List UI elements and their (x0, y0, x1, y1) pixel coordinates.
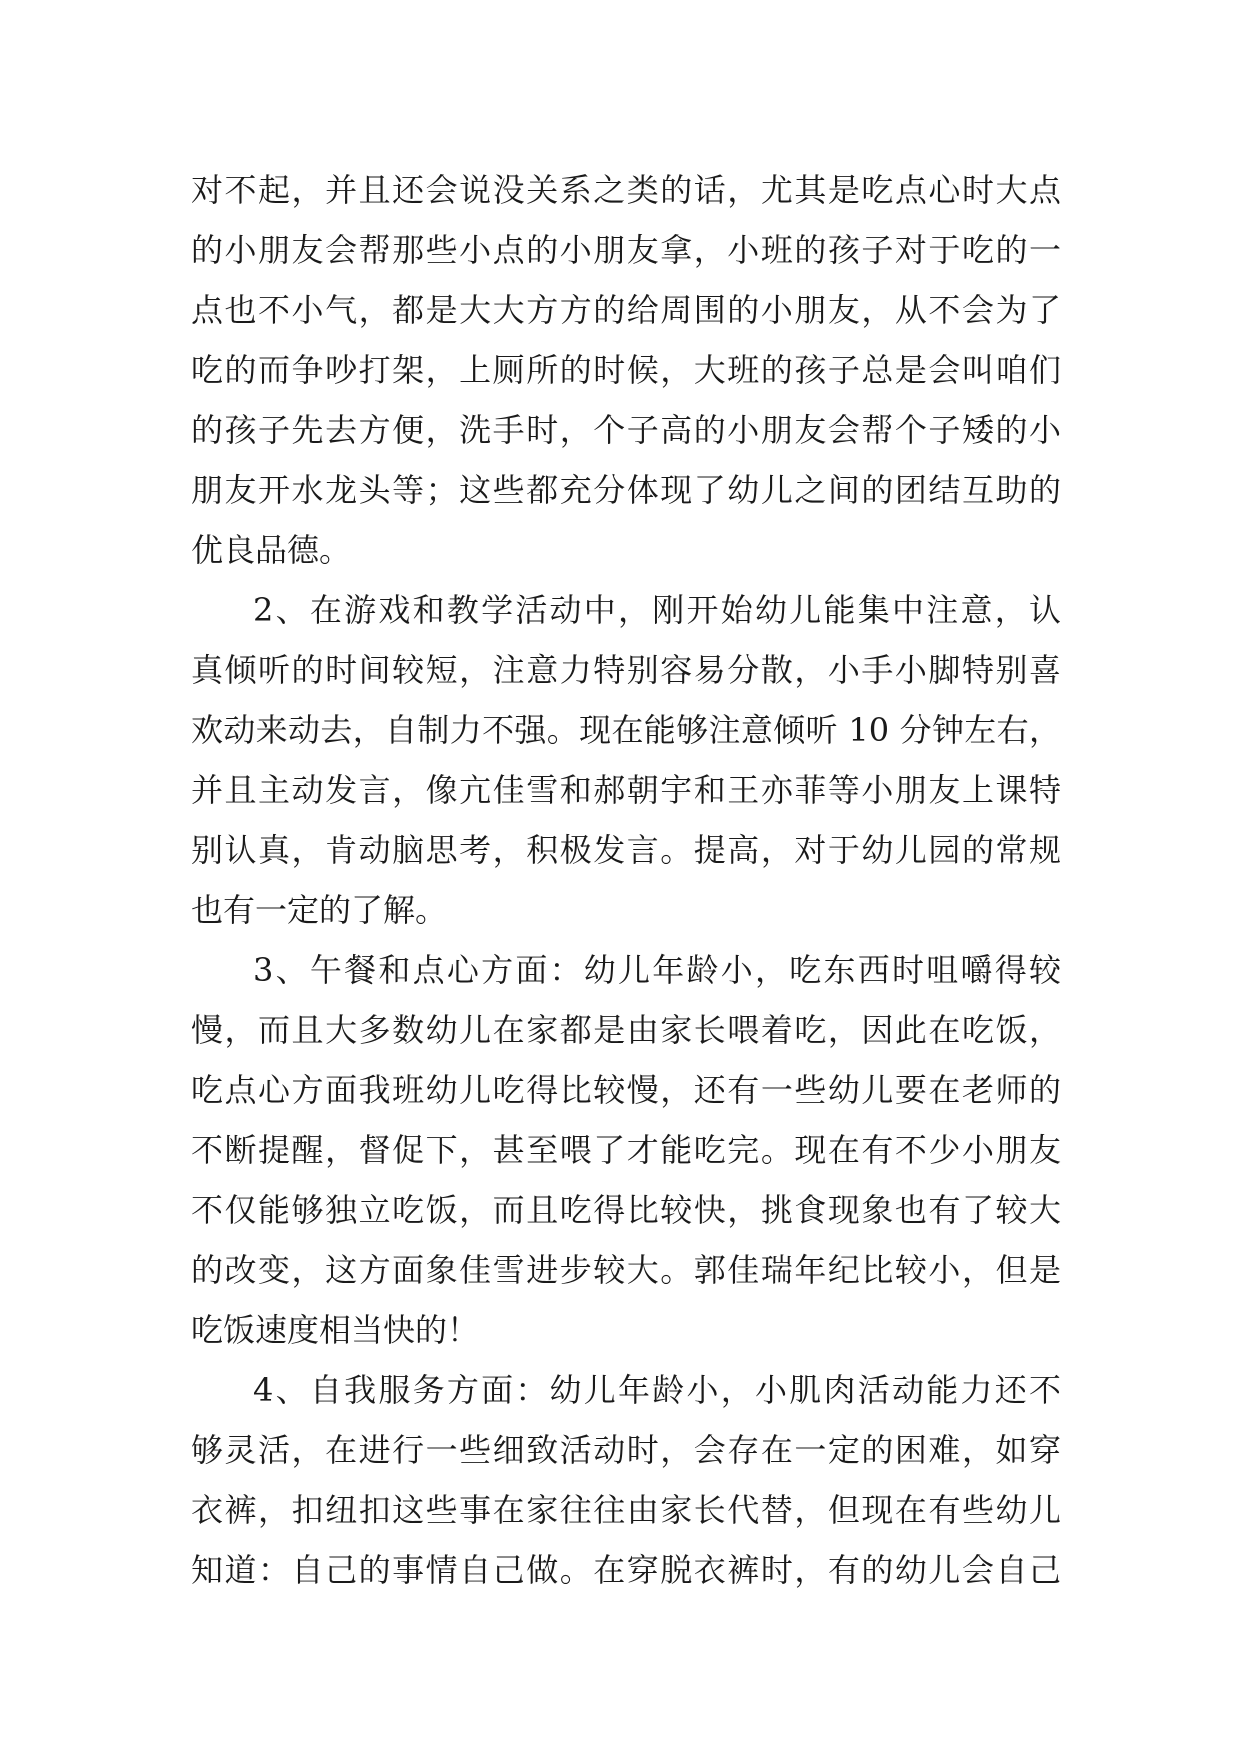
text-line: 2、在游戏和教学活动中，刚开始幼儿能集中注意，认 (253, 591, 1061, 629)
text-line: 衣裤，扣纽扣这些事在家往往由家长代替，但现在有些幼儿 (191, 1491, 1061, 1529)
text-line: 的孩子先去方便，洗手时，个子高的小朋友会帮个子矮的小 (191, 411, 1061, 449)
text-line: 的改变，这方面象佳雪进步较大。郭佳瑞年纪比较小，但是 (191, 1251, 1061, 1289)
text-line: 不断提醒，督促下，甚至喂了才能吃完。现在有不少小朋友 (191, 1131, 1061, 1169)
text-line: 并且主动发言，像亢佳雪和郝朝宇和王亦菲等小朋友上课特 (191, 771, 1061, 809)
text-line: 够灵活，在进行一些细致活动时，会存在一定的困难，如穿 (191, 1431, 1061, 1469)
text-line: 吃饭速度相当快的！ (191, 1311, 480, 1349)
text-line: 也有一定的了解。 (191, 891, 448, 929)
text-line: 别认真，肯动脑思考，积极发言。提高，对于幼儿园的常规 (191, 831, 1061, 869)
text-line: 慢，而且大多数幼儿在家都是由家长喂着吃，因此在吃饭， (191, 1011, 1061, 1049)
text-line: 对不起，并且还会说没关系之类的话，尤其是吃点心时大点 (191, 171, 1061, 209)
body-text (191, 160, 1061, 1600)
text-line: 吃的而争吵打架，上厕所的时候，大班的孩子总是会叫咱们 (191, 351, 1061, 389)
text-line: 朋友开水龙头等；这些都充分体现了幼儿之间的团结互助的 (191, 471, 1061, 509)
text-line: 4、自我服务方面：幼儿年龄小，小肌肉活动能力还不 (253, 1371, 1061, 1409)
text-line: 点也不小气，都是大大方方的给周围的小朋友，从不会为了 (191, 291, 1061, 329)
text-line: 知道：自己的事情自己做。在穿脱衣裤时，有的幼儿会自己 (191, 1551, 1061, 1589)
text-line: 3、午餐和点心方面：幼儿年龄小，吃东西时咀嚼得较 (253, 951, 1061, 989)
text-line: 吃点心方面我班幼儿吃得比较慢，还有一些幼儿要在老师的 (191, 1071, 1061, 1109)
text-line: 的小朋友会帮那些小点的小朋友拿，小班的孩子对于吃的一 (191, 231, 1061, 269)
text-line: 欢动来动去，自制力不强。现在能够注意倾听 10 分钟左右， (191, 711, 1061, 749)
text-line: 不仅能够独立吃饭，而且吃得比较快，挑食现象也有了较大 (191, 1191, 1061, 1229)
text-line: 优良品德。 (191, 531, 352, 569)
text-line: 真倾听的时间较短，注意力特别容易分散，小手小脚特别喜 (191, 651, 1061, 689)
